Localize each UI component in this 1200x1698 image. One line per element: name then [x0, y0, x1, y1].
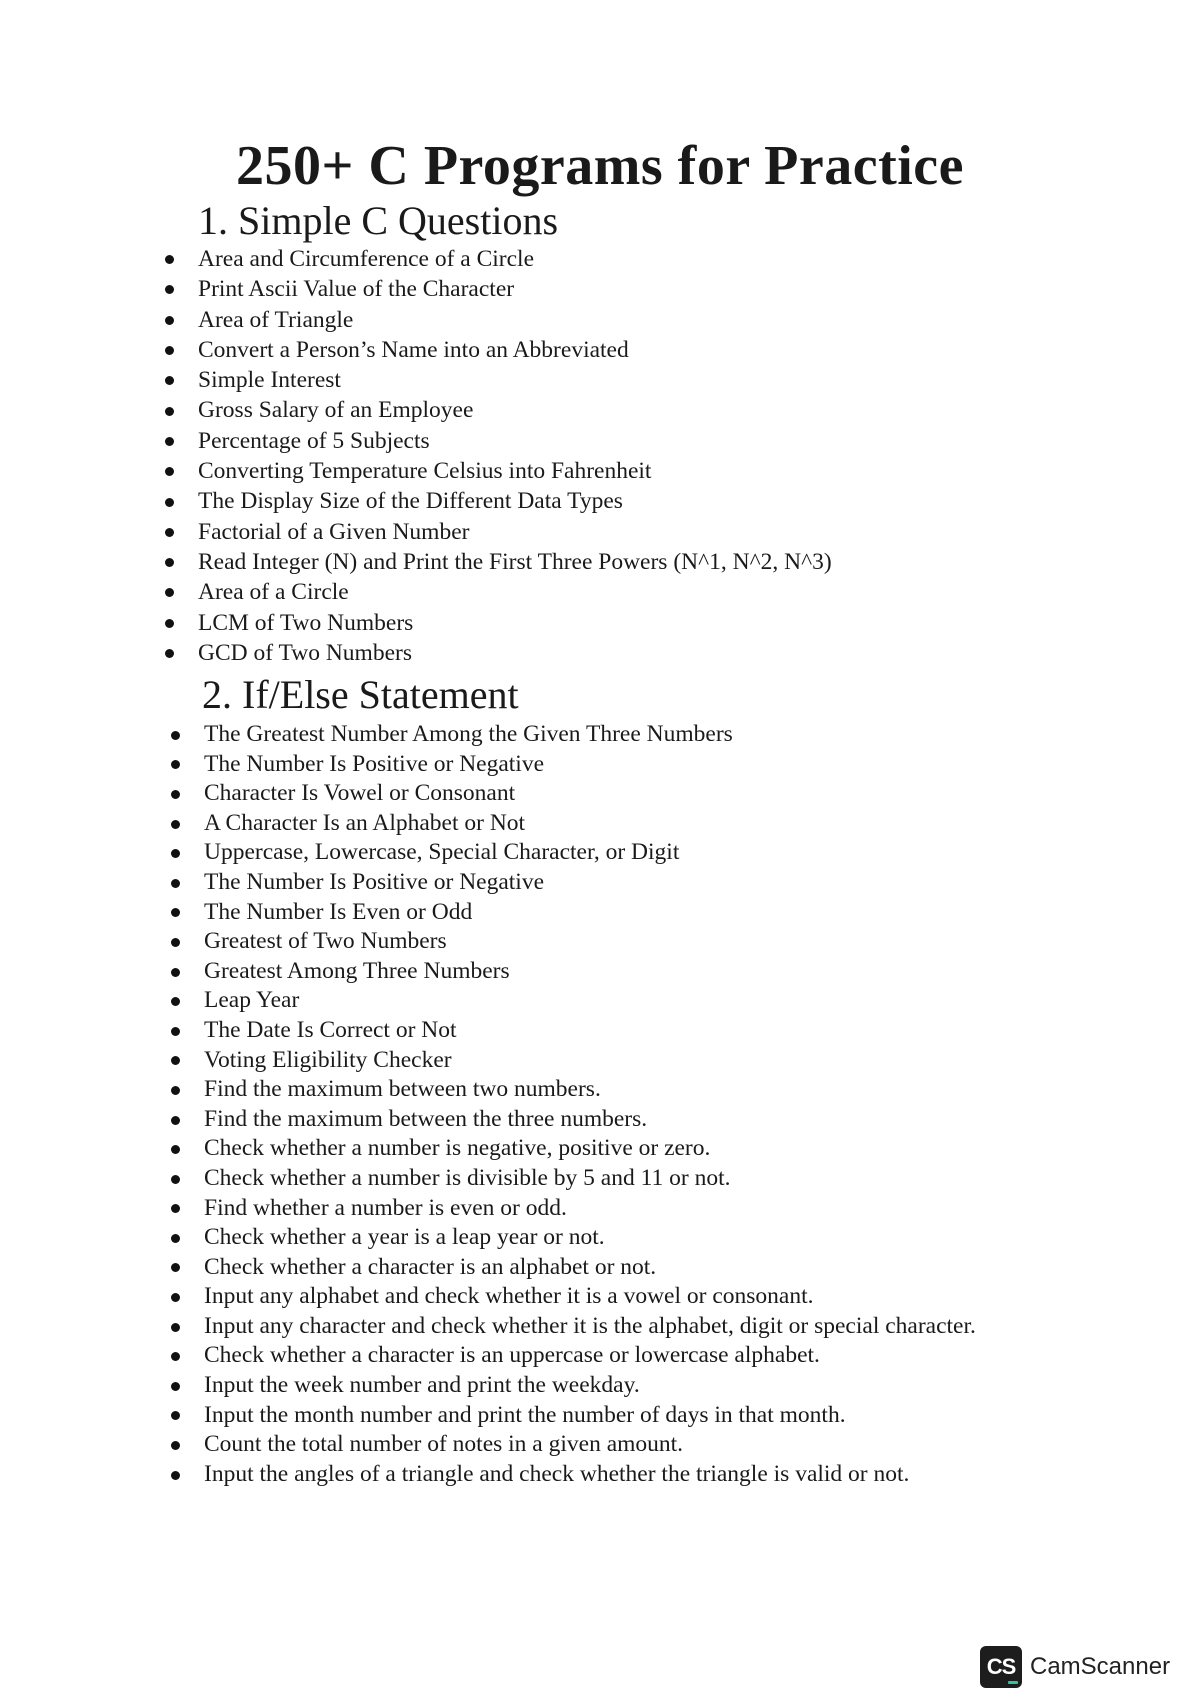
- list-item: Check whether a character is an alphabet or not.: [204, 1253, 976, 1283]
- camscanner-watermark: [980, 1646, 1170, 1688]
- list-item: LCM of Two Numbers: [198, 608, 832, 638]
- if-else-statement-list: [204, 720, 976, 1489]
- list-item: Count the total number of notes in a given amount.: [204, 1430, 976, 1460]
- camscanner-logo-icon: CS: [980, 1646, 1022, 1688]
- list-item: Input the angles of a triangle and check whether the triangle is valid or not.: [204, 1460, 976, 1490]
- list-item: The Number Is Even or Odd: [204, 898, 976, 928]
- list-item: The Number Is Positive or Negative: [204, 868, 976, 898]
- section-heading-simple-c: 1. Simple C Questions: [198, 198, 559, 243]
- list-item: The Display Size of the Different Data Types: [198, 486, 832, 516]
- list-item: Greatest Among Three Numbers: [204, 957, 976, 987]
- list-item: Leap Year: [204, 986, 976, 1016]
- list-item: Uppercase, Lowercase, Special Character, or Digit: [204, 838, 976, 868]
- list-item: Check whether a year is a leap year or not.: [204, 1223, 976, 1253]
- list-item: The Date Is Correct or Not: [204, 1016, 976, 1046]
- camscanner-name: CamScanner: [1030, 1653, 1171, 1680]
- list-item: Converting Temperature Celsius into Fahrenheit: [198, 456, 832, 486]
- list-item: Simple Interest: [198, 365, 832, 395]
- list-item: Check whether a number is divisible by 5 and 11 or not.: [204, 1164, 976, 1194]
- list-item: The Number Is Positive or Negative: [204, 750, 976, 780]
- list-item: Percentage of 5 Subjects: [198, 426, 832, 456]
- list-item: Check whether a number is negative, positive or zero.: [204, 1134, 976, 1164]
- list-item: Voting Eligibility Checker: [204, 1046, 976, 1076]
- list-item: Area of Triangle: [198, 305, 832, 335]
- list-item: GCD of Two Numbers: [198, 638, 832, 668]
- list-item: Greatest of Two Numbers: [204, 927, 976, 957]
- list-item: Input the week number and print the weekday.: [204, 1371, 976, 1401]
- list-item: Input the month number and print the number of days in that month.: [204, 1401, 976, 1431]
- list-item: Input any character and check whether it is the alphabet, digit or special character.: [204, 1312, 976, 1342]
- section-heading-if-else: 2. If/Else Statement: [202, 672, 519, 717]
- list-item: Find whether a number is even or odd.: [204, 1194, 976, 1224]
- list-item: Area of a Circle: [198, 577, 832, 607]
- list-item: Print Ascii Value of the Character: [198, 274, 832, 304]
- list-item: Input any alphabet and check whether it is a vowel or consonant.: [204, 1282, 976, 1312]
- list-item: Factorial of a Given Number: [198, 517, 832, 547]
- list-item: The Greatest Number Among the Given Three Numbers: [204, 720, 976, 750]
- list-item: Gross Salary of an Employee: [198, 395, 832, 425]
- list-item: Area and Circumference of a Circle: [198, 244, 832, 274]
- list-item: Check whether a character is an uppercase or lowercase alphabet.: [204, 1341, 976, 1371]
- list-item: Convert a Person’s Name into an Abbreviated: [198, 335, 832, 365]
- list-item: Character Is Vowel or Consonant: [204, 779, 976, 809]
- page-title: 250+ C Programs for Practice: [235, 135, 965, 197]
- list-item: Read Integer (N) and Print the First Three Powers (N^1, N^2, N^3): [198, 547, 832, 577]
- list-item: Find the maximum between two numbers.: [204, 1075, 976, 1105]
- list-item: A Character Is an Alphabet or Not: [204, 809, 976, 839]
- list-item: Find the maximum between the three numbers.: [204, 1105, 976, 1135]
- simple-c-questions-list: [198, 244, 832, 668]
